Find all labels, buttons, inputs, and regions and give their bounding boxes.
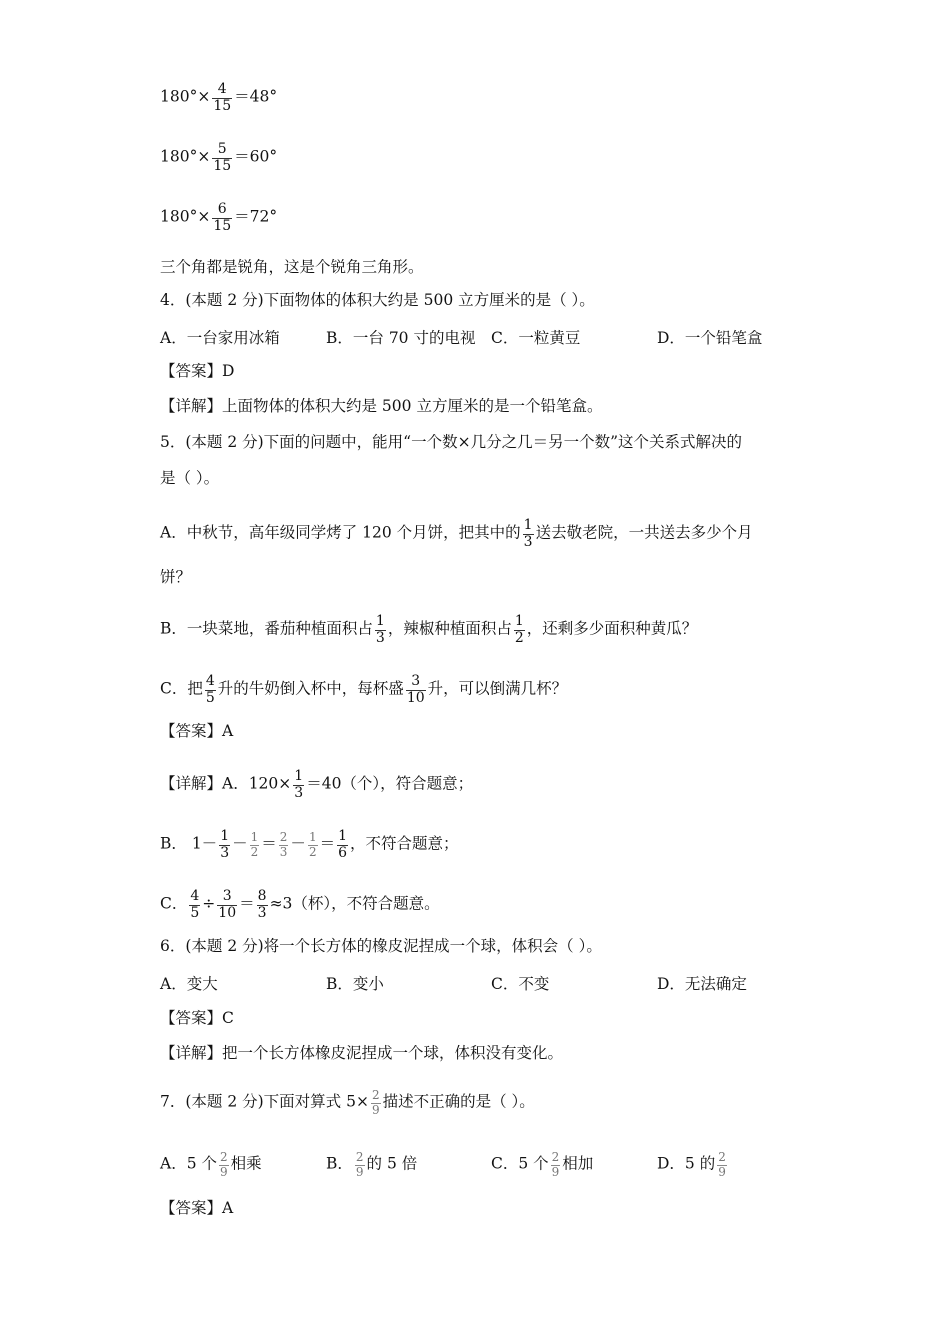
q6-option-a: A．变大 xyxy=(160,975,218,993)
q4-option-c: C．一粒黄豆 xyxy=(491,329,581,347)
fraction: $\frac{2}{9}$ xyxy=(371,1088,380,1117)
fraction: $\frac{2}{9}$ xyxy=(551,1150,560,1179)
fraction: $\frac{1}{3}$ xyxy=(294,768,304,801)
fraction: $\frac{1}{3}$ xyxy=(523,517,533,550)
q5-option-b: B．一块菜地，番茄种植面积占 $\frac{1}{3}$ ，辣椒种植面积占 $\frac{1}{2}$ ，还剩多少面积种黄瓜？ xyxy=(160,613,698,646)
fraction: $\frac{1}{2}$ xyxy=(308,830,317,859)
fraction: $\frac{1}{2}$ xyxy=(514,613,524,646)
q5-answer: 【答案】A xyxy=(160,722,234,740)
q5-detail-b: B． 1－ $\frac{1}{3}$ － $\frac{1}{2}$ ＝ $\frac{2}{3}$ － $\frac{1}{2}$ ＝ $\frac{1}{6}$ ，不符合题意； xyxy=(160,828,459,861)
conclusion-text: 三个角都是锐角，这是个锐角三角形。 xyxy=(160,258,424,276)
fraction: $\frac{3}{10}$ xyxy=(406,673,425,706)
fraction: $\frac{4}{5}$ xyxy=(205,673,215,706)
fraction: $\frac{2}{9}$ xyxy=(718,1150,726,1179)
calc-result: ＝72° xyxy=(234,207,278,226)
fraction: $\frac{2}{3}$ xyxy=(279,830,288,859)
q4-option-b: B．一台 70 寸的电视 xyxy=(326,329,476,347)
q5-stem-line1: 5．(本题 2 分)下面的问题中，能用“一个数×几分之几＝另一个数”这个关系式解决的 xyxy=(160,433,743,451)
q6-answer: 【答案】C xyxy=(160,1009,234,1027)
q6-option-b: B．变小 xyxy=(326,975,384,993)
fraction: $\frac{1}{6}$ xyxy=(338,828,348,861)
q5-stem-line2: 是（ ）。 xyxy=(160,469,220,487)
calc-prefix: 180°× xyxy=(160,147,211,166)
q7-option-c: C．5 个 $\frac{2}{9}$ 相加 xyxy=(491,1150,594,1179)
fraction: $\frac{5}{15}$ xyxy=(213,141,232,174)
calc-line-3 xyxy=(160,202,277,233)
calc-prefix: 180°× xyxy=(160,87,211,106)
q4-detail: 【详解】上面物体的体积大约是 500 立方厘米的是一个铅笔盒。 xyxy=(160,397,603,415)
q7-option-a: A．5 个 $\frac{2}{9}$ 相乘 xyxy=(160,1150,262,1179)
calc-prefix: 180°× xyxy=(160,207,211,226)
q7-option-b: B． $\frac{2}{9}$ 的 5 倍 xyxy=(326,1150,418,1179)
fraction: $\frac{1}{2}$ xyxy=(250,830,259,859)
q4-option-d: D．一个铅笔盒 xyxy=(657,329,763,347)
q7-stem: 7．(本题 2 分)下面对算式 5× $\frac{2}{9}$ 描述不正确的是（ ）。 xyxy=(160,1088,535,1117)
q7-option-d: D．5 的 $\frac{2}{9}$ xyxy=(657,1150,726,1179)
q4-option-a: A．一台家用冰箱 xyxy=(160,329,280,347)
q6-detail: 【详解】把一个长方体橡皮泥捏成一个球，体积没有变化。 xyxy=(160,1044,564,1062)
calc-line-1 xyxy=(160,82,277,113)
fraction: $\frac{3}{10}$ xyxy=(218,888,237,921)
q4-answer: 【答案】D xyxy=(160,362,235,380)
fraction: $\frac{4}{5}$ xyxy=(190,888,200,921)
q5-option-a-cont: 饼？ xyxy=(160,568,192,586)
fraction: $\frac{2}{9}$ xyxy=(355,1150,364,1179)
q4-stem: 4．(本题 2 分)下面物体的体积大约是 500 立方厘米的是（ ）。 xyxy=(160,291,595,309)
q6-stem: 6．(本题 2 分)将一个长方体的橡皮泥捏成一个球，体积会（ ）。 xyxy=(160,937,602,955)
fraction: $\frac{4}{15}$ xyxy=(213,81,232,114)
calc-result: ＝48° xyxy=(234,87,278,106)
fraction: $\frac{1}{3}$ xyxy=(220,828,230,861)
fraction: $\frac{1}{3}$ xyxy=(375,613,385,646)
calc-result: ＝60° xyxy=(234,147,278,166)
q7-answer: 【答案】A xyxy=(160,1199,234,1217)
q5-option-c: C．把 $\frac{4}{5}$ 升的牛奶倒入杯中，每杯盛 $\frac{3}{10}$ 升，可以倒满几杯？ xyxy=(160,673,568,706)
q6-option-c: C．不变 xyxy=(491,975,550,993)
q5-detail-a: 【详解】A．120× $\frac{1}{3}$ ＝40（个），符合题意； xyxy=(160,768,474,801)
fraction: $\frac{2}{9}$ xyxy=(219,1150,228,1179)
fraction: $\frac{8}{3}$ xyxy=(257,888,267,921)
q5-detail-c: C． $\frac{4}{5}$ ÷ $\frac{3}{10}$ ＝ $\frac{8}{3}$ ≈3（杯），不符合题意。 xyxy=(160,888,440,921)
q5-option-a: A．中秋节，高年级同学烤了 120 个月饼，把其中的 $\frac{1}{3}$ 送去敬老院，一共送去多少个月 xyxy=(160,517,753,550)
fraction: $\frac{6}{15}$ xyxy=(213,201,232,234)
calc-line-2 xyxy=(160,142,277,173)
q6-option-d: D．无法确定 xyxy=(657,975,747,993)
